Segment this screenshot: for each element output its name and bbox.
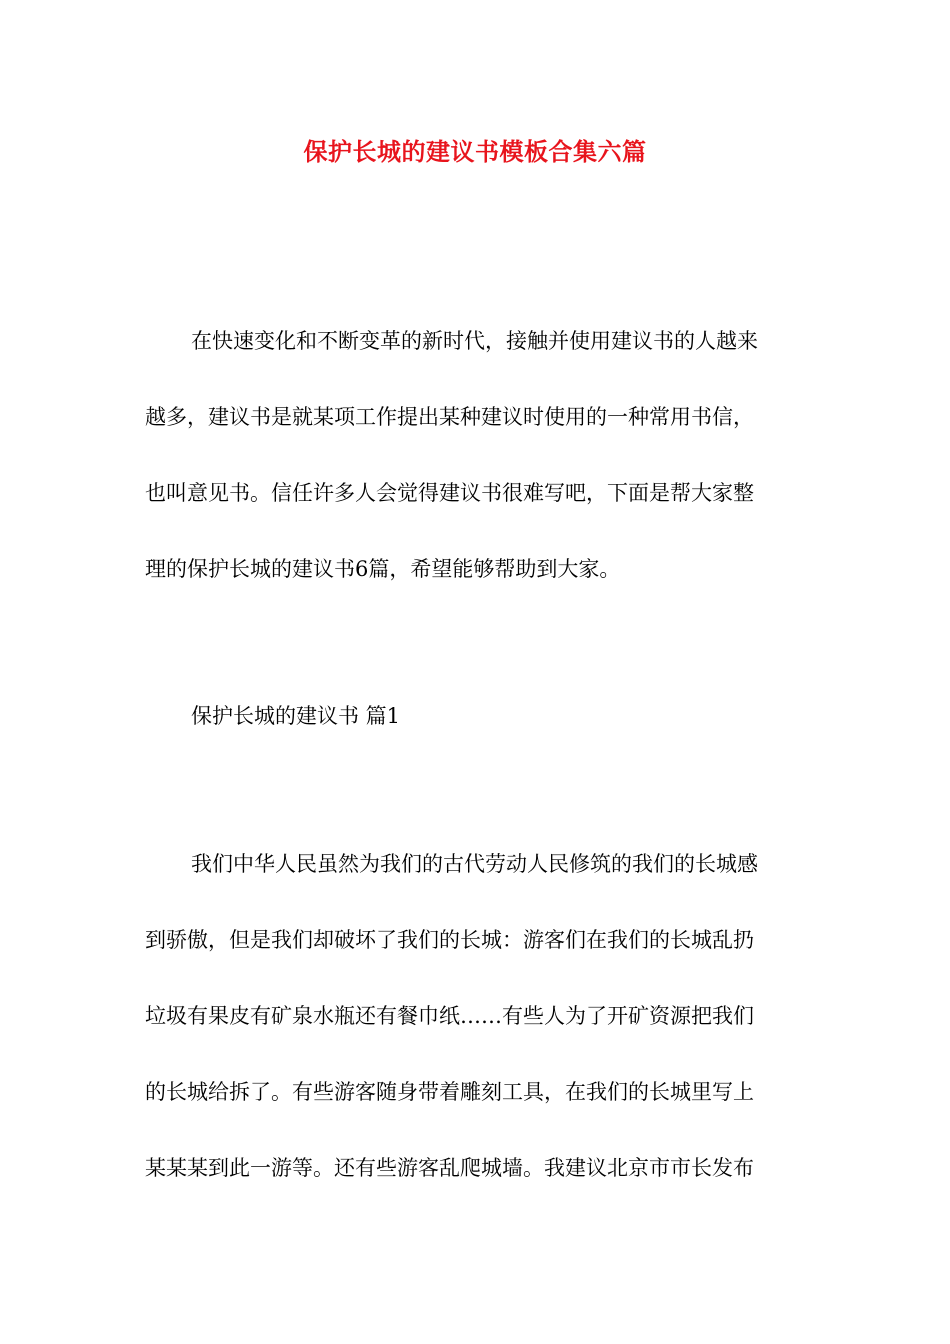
section-1-line: 垃圾有果皮有矿泉水瓶还有餐巾纸……有些人为了开矿资源把我们 [145, 1004, 754, 1028]
intro-line: 也叫意见书。信任许多人会觉得建议书很难写吧，下面是帮大家整 [145, 481, 754, 505]
section-1-line: 我们中华人民虽然为我们的古代劳动人民修筑的我们的长城感 [191, 852, 758, 876]
intro-line: 越多，建议书是就某项工作提出某种建议时使用的一种常用书信， [145, 405, 754, 429]
document-title: 保护长城的建议书模板合集六篇 [303, 137, 647, 166]
section-1-line: 到骄傲，但是我们却破坏了我们的长城：游客们在我们的长城乱扔 [145, 928, 754, 952]
section-heading: 保护长城的建议书 篇1 [191, 704, 401, 728]
intro-line: 在快速变化和不断变革的新时代，接触并使用建议书的人越来 [191, 329, 758, 353]
section-1-line: 的长城给拆了。有些游客随身带着雕刻工具，在我们的长城里写上 [145, 1080, 754, 1104]
intro-paragraph [145, 303, 807, 607]
section-1-paragraph [145, 826, 807, 1206]
intro-line: 理的保护长城的建议书6篇，希望能够帮助到大家。 [145, 557, 621, 581]
section-1-line: 某某某到此一游等。还有些游客乱爬城墙。我建议北京市市长发布 [145, 1156, 754, 1180]
